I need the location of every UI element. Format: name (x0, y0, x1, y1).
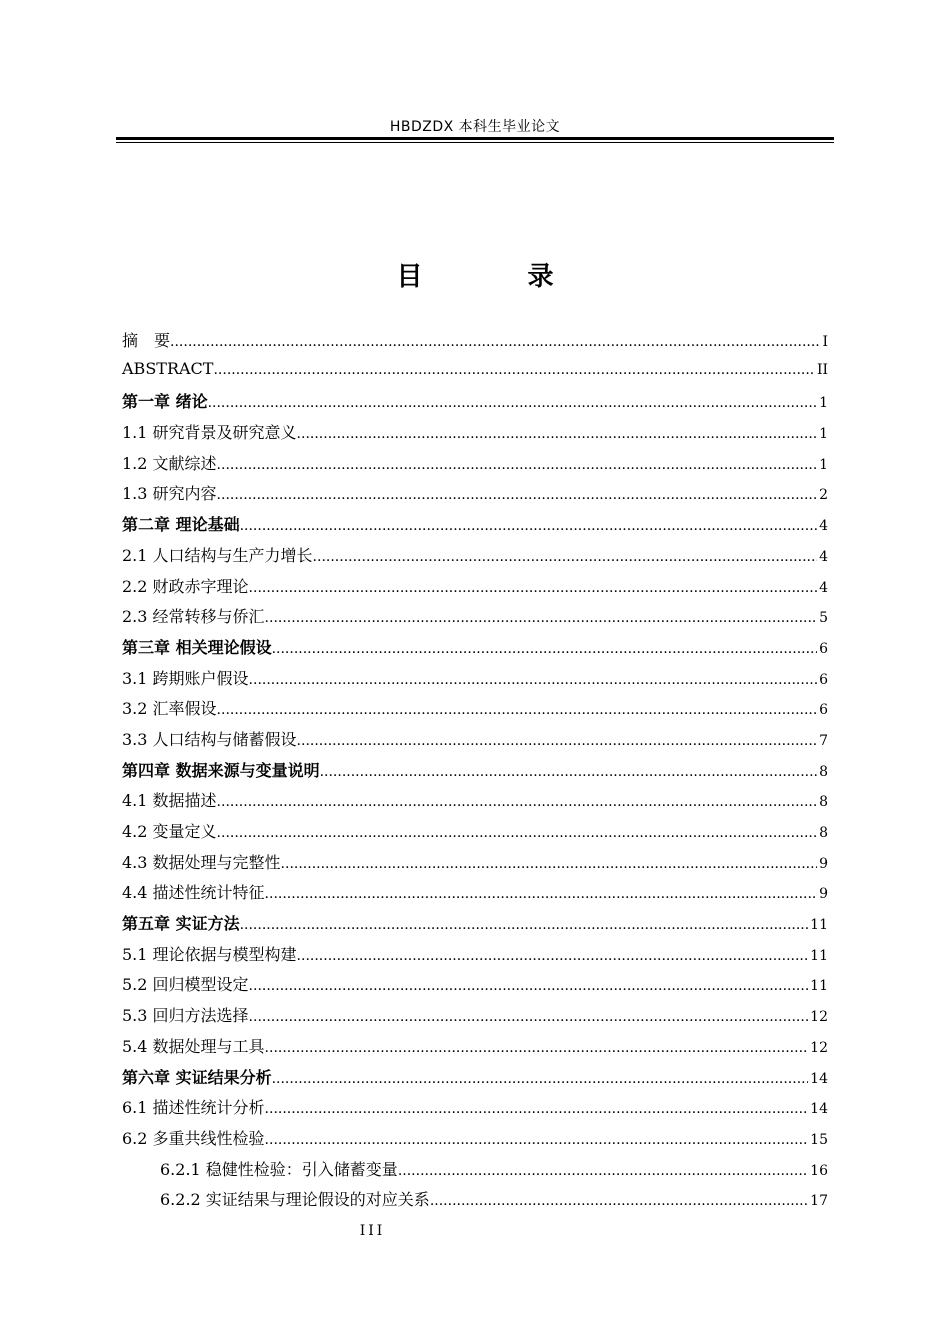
toc-entry-page: 14 (810, 1070, 828, 1087)
toc-entry-page: 15 (810, 1131, 828, 1148)
toc-entry[interactable] (122, 788, 828, 819)
toc-entry[interactable] (122, 1034, 828, 1065)
toc-dot-leader (249, 978, 809, 994)
toc-entry[interactable] (122, 451, 828, 482)
toc-entry-label: 2.3 经常转移与侨汇 (122, 607, 265, 627)
toc-dot-leader (217, 487, 818, 503)
toc-entry-page: 7 (819, 732, 828, 749)
toc-entry-page: 6 (819, 671, 828, 688)
toc-entry-label: 1.1 研究背景及研究意义 (122, 423, 297, 443)
toc-entry-label: 6.2.2 实证结果与理论假设的对应关系 (160, 1190, 430, 1210)
toc-entry[interactable] (122, 666, 828, 697)
toc-entry[interactable] (122, 1187, 828, 1218)
toc-dot-leader (265, 1132, 809, 1148)
toc-dot-leader (265, 610, 818, 626)
toc-entry[interactable] (122, 819, 828, 850)
toc-entry-page: 14 (810, 1101, 828, 1118)
toc-entry-label: 6.1 描述性统计分析 (122, 1098, 265, 1118)
table-of-contents (122, 328, 828, 1218)
toc-entry-page: 12 (810, 1009, 828, 1026)
toc-entry-page: 1 (819, 456, 828, 473)
toc-entry-page: 4 (819, 579, 828, 596)
toc-dot-leader (217, 825, 818, 841)
toc-entry-label: 4.4 描述性统计特征 (122, 883, 265, 903)
toc-dot-leader (297, 426, 818, 442)
toc-entry-label: 第六章 实证结果分析 (122, 1067, 272, 1087)
toc-entry-page: 9 (819, 886, 828, 903)
toc-dot-leader (320, 764, 818, 780)
toc-entry-label: 5.4 数据处理与工具 (122, 1036, 265, 1056)
toc-entry[interactable] (122, 1157, 828, 1188)
toc-entry-page: 11 (810, 917, 828, 934)
toc-entry-label: 6.2 多重共线性检验 (122, 1128, 265, 1148)
toc-entry-page: 8 (819, 794, 828, 811)
toc-entry-page: 6 (819, 702, 828, 719)
toc-entry[interactable] (122, 1126, 828, 1157)
toc-entry[interactable] (122, 543, 828, 574)
toc-entry[interactable] (122, 359, 828, 390)
toc-dot-leader (217, 702, 818, 718)
toc-dot-leader (217, 794, 818, 810)
toc-entry-label: 2.2 财政赤字理论 (122, 576, 249, 596)
toc-dot-leader (297, 948, 809, 964)
toc-entry-page: I (822, 334, 828, 350)
toc-entry-page: 8 (819, 763, 828, 780)
toc-dot-leader (265, 886, 818, 902)
toc-entry-label: 5.1 理论依据与模型构建 (122, 944, 297, 964)
toc-dot-leader (430, 1193, 808, 1209)
toc-entry-page: 8 (819, 825, 828, 841)
toc-entry[interactable] (122, 512, 828, 543)
toc-dot-leader (313, 549, 818, 565)
toc-dot-leader (272, 641, 818, 657)
toc-entry[interactable] (122, 635, 828, 666)
toc-entry-label: 6.2.1 稳健性检验：引入储蓄变量 (160, 1159, 398, 1179)
toc-entry-label: 第一章 绪论 (122, 392, 208, 412)
toc-dot-leader (217, 457, 818, 473)
toc-dot-leader (249, 672, 818, 688)
toc-entry[interactable] (122, 727, 828, 758)
toc-dot-leader (265, 1101, 809, 1117)
toc-entry-label: 5.3 回归方法选择 (122, 1006, 249, 1026)
toc-entry[interactable] (122, 574, 828, 605)
toc-entry-page: 2 (819, 487, 828, 504)
toc-entry-page: II (816, 361, 828, 378)
toc-entry[interactable] (122, 389, 828, 420)
toc-title: 目 录 (396, 262, 602, 292)
toc-entry-page: 9 (819, 855, 828, 872)
toc-entry-page: 4 (819, 548, 828, 565)
toc-entry-page: 16 (810, 1162, 828, 1179)
toc-entry[interactable] (122, 696, 828, 727)
header-rule-thick (116, 137, 834, 140)
toc-dot-leader (240, 917, 809, 933)
header-rule-thin (116, 142, 834, 143)
toc-entry-label: 3.2 汇率假设 (122, 699, 217, 719)
toc-entry-page: 12 (810, 1039, 828, 1056)
toc-entry-label: 第二章 理论基础 (122, 515, 240, 535)
toc-entry[interactable] (122, 911, 828, 942)
toc-entry[interactable] (122, 942, 828, 973)
toc-entry[interactable] (122, 328, 828, 359)
toc-entry-label: 5.2 回归模型设定 (122, 975, 249, 995)
toc-entry-label: 4.1 数据描述 (122, 791, 217, 811)
toc-entry-label: 第四章 数据来源与变量说明 (122, 760, 320, 780)
toc-entry[interactable] (122, 1003, 828, 1034)
toc-entry-label: 2.1 人口结构与生产力增长 (122, 545, 313, 565)
toc-entry[interactable] (122, 481, 828, 512)
toc-entry-page: 11 (810, 978, 828, 995)
toc-entry-page: 4 (819, 518, 828, 535)
page-number: III (359, 1223, 386, 1239)
toc-dot-leader (249, 580, 818, 596)
toc-entry[interactable] (122, 1065, 828, 1096)
toc-entry[interactable] (122, 1095, 828, 1126)
toc-entry-label: 第五章 实证方法 (122, 914, 240, 934)
toc-entry-label: 4.3 数据处理与完整性 (122, 852, 281, 872)
toc-dot-leader (213, 362, 814, 378)
toc-entry-page: 5 (819, 610, 828, 627)
toc-entry-label: 3.3 人口结构与储蓄假设 (122, 729, 297, 749)
toc-entry-label: 1.2 文献综述 (122, 453, 217, 473)
toc-entry[interactable] (122, 758, 828, 789)
toc-dot-leader (249, 1009, 809, 1025)
toc-entry-label: 摘 要 (122, 331, 171, 350)
toc-entry-page: 17 (810, 1193, 828, 1210)
toc-entry-page: 6 (819, 640, 828, 657)
toc-entry-label: 3.1 跨期账户假设 (122, 668, 249, 688)
toc-dot-leader (265, 1040, 809, 1056)
toc-dot-leader (240, 518, 818, 534)
running-header: HBDZDX 本科生毕业论文 (389, 119, 561, 135)
toc-entry-page: 1 (819, 395, 828, 412)
toc-dot-leader (208, 395, 818, 411)
toc-entry[interactable] (122, 972, 828, 1003)
toc-dot-leader (281, 856, 818, 872)
toc-entry-label: 第三章 相关理论假设 (122, 637, 272, 657)
toc-dot-leader (398, 1163, 808, 1179)
toc-entry[interactable] (122, 850, 828, 881)
toc-dot-leader (170, 334, 820, 350)
toc-entry-label: 4.2 变量定义 (122, 822, 217, 841)
toc-entry-label: ABSTRACT (122, 358, 214, 378)
toc-entry-label: 1.3 研究内容 (122, 484, 217, 504)
toc-entry[interactable] (122, 604, 828, 635)
toc-entry-page: 11 (810, 947, 828, 964)
toc-dot-leader (297, 733, 818, 749)
toc-dot-leader (272, 1071, 809, 1087)
toc-entry[interactable] (122, 420, 828, 451)
toc-entry-page: 1 (819, 426, 828, 443)
toc-entry[interactable] (122, 880, 828, 911)
